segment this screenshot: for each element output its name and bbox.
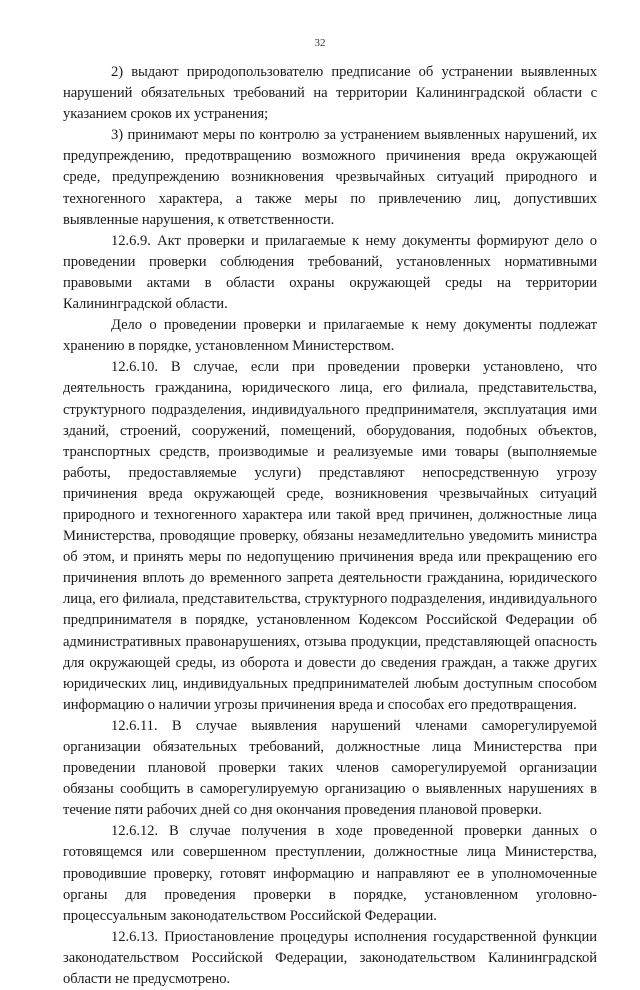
page-number: 32 — [314, 37, 326, 49]
paragraph-12-6-13: 12.6.13. Приостановление процедуры исполнения государственной функции законодательством Российской Федерации, законодательством Калининградской области не предусмотрено. — [63, 928, 597, 988]
paragraph-12-6-12: 12.6.12. В случае получения в ходе проведенной проверки данных о готовящемся или совершенном преступлении, должностные лица Министерства, проводившие проверку, готовят информацию и направляют ее в уполномоченные органы для проведения проверки в порядке, установленном уголовно-процессуальным законодательством Российской Федерации. — [63, 823, 597, 924]
document-body — [63, 62, 597, 990]
paragraph-12-6-10: 12.6.10. В случае, если при проведении проверки установлено, что деятельность гражданина, юридического лица, его филиала, представительства, структурного подразделения, индивидуального предпринимателя, эксплуатация ими зданий, строений, сооружений, помещений, оборудования, подобных объектов, транспортных средств, производимые и реализуемые ими товары (выполняемые работы, предоставляемые услуги) представляют непосредственную угрозу причинения вреда окружающей среде, возникновения чрезвычайных ситуаций природного и техногенного характера или такой вред причинен, должностные лица Министерства, проводящие проверку, обязаны незамедлительно уведомить министра об этом, и принять меры по недопущению причинения вреда или прекращению его причинения вплоть до временного запрета деятельности гражданина, юридического лица, его филиала, представительства, структурного подразделения, индивидуального предпринимателя в порядке, установленном Кодексом Российской Федерации об административных правонарушениях, отзыва продукции, представляющей опасность для окружающей среды, из оборота и довести до сведения граждан, а также других юридических лиц, индивидуальных предпринимателей любым доступным способом информацию о наличии угрозы причинения вреда и способах его предотвращения. — [63, 359, 597, 713]
paragraph-case-storage: Дело о проведении проверки и прилагаемые к нему документы подлежат хранению в порядке, установленном Министерством. — [63, 317, 597, 355]
paragraph-12-6-11: 12.6.11. В случае выявления нарушений членами саморегулируемой организации обязательных требований, должностные лица Министерства при проведении плановой проверки таких членов саморегулируемой организации обязаны сообщить в саморегулируемую организацию о выявленных нарушениях в течение пяти рабочих дней со дня окончания проведения плановой проверки. — [63, 717, 597, 819]
paragraph-12-6-9: 12.6.9. Акт проверки и прилагаемые к нему документы формируют дело о проведении проверки соблюдения требований, установленных нормативными правовыми актами в области охраны окружающей среды на территории Калининградской области. — [63, 232, 597, 313]
paragraph-item-3: 3) принимают меры по контролю за устранением выявленных нарушений, их предупреждению, предотвращению возможного причинения вреда окружающей среде, предупреждению возникновения чрезвычайных ситуаций природного и техногенного характера, а также меры по привлечению лиц, допустивших выявленные нарушения, к ответственности. — [63, 127, 597, 228]
paragraph-item-2: 2) выдают природопользователю предписание об устранении выявленных нарушений обязательных требований на территории Калининградской области с указанием сроков их устранения; — [63, 64, 597, 123]
